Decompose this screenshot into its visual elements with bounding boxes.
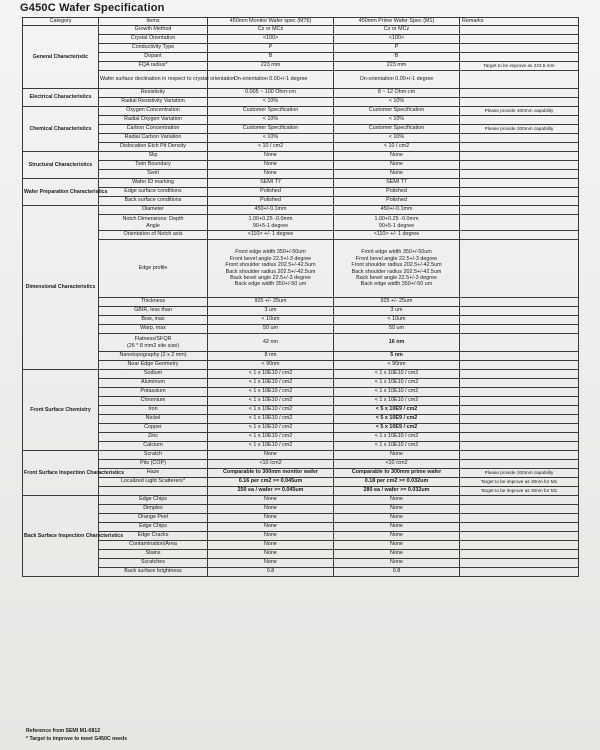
table-row — [23, 496, 579, 505]
category-structural: Structural Characteristics — [23, 152, 99, 179]
remarks-value — [460, 541, 579, 550]
category-front-insp: Front Surface Inspection Characteristics — [23, 451, 99, 496]
remarks-value — [460, 460, 579, 469]
table-row — [23, 161, 579, 170]
table-row — [23, 352, 579, 361]
table-row — [23, 125, 579, 134]
item-name: Dislocation Etch Pit Density — [99, 143, 208, 152]
monitor-spec-value: <110> +/- 1 degree — [208, 231, 334, 240]
table-row — [23, 487, 579, 496]
prime-spec-value: 280 ea / wafer >= 0.032um — [334, 487, 460, 496]
monitor-spec-value: < 1 x 10E10 / cm2 — [208, 388, 334, 397]
table-row — [23, 116, 579, 125]
remarks-value — [460, 71, 579, 89]
monitor-spec-value: < 10% — [208, 98, 334, 107]
table-row — [23, 298, 579, 307]
monitor-spec-value: < 1 x 10E10 / cm2 — [208, 433, 334, 442]
monitor-spec-value: < 10% — [208, 116, 334, 125]
monitor-spec-value: None — [208, 496, 334, 505]
prime-spec-value: < 10 / cm2 — [334, 143, 460, 152]
monitor-spec-value: None — [208, 152, 334, 161]
item-name: FQA radius* — [99, 62, 208, 71]
prime-spec-value: 16 nm — [334, 334, 460, 352]
table-row — [23, 388, 579, 397]
monitor-spec-value: 1.00+0.25 -0.0mm 90+5-1 degree — [208, 215, 334, 231]
item-name: GBIR, less than — [99, 307, 208, 316]
footnote-reference: Reference from SEMI M1-0812 — [26, 728, 101, 734]
monitor-spec-value: <100> — [208, 35, 334, 44]
item-name: Bow, max — [99, 316, 208, 325]
monitor-spec-value: On-orientation 0.00+/-1 degree — [208, 71, 334, 89]
prime-spec-value: Polished — [334, 188, 460, 197]
item-name: Edge Cracks — [99, 532, 208, 541]
remarks-value — [460, 231, 579, 240]
prime-spec-value: Front edge width 350+/-50um Front bevel angle 22.5+/-3 degree Front shoulder radius 202.5+/-42.5um Back shoulder radius 202.5+/-42.5um Back bevel angle 22.5+/-3 degree Back edge width 350+/-50 um — [334, 240, 460, 298]
monitor-spec-value: Front edge width 350+/-50um Front bevel angle 22.5+/-3 degree Front shoulder radius 202.5+/-42.5um Back shoulder radius 202.5+/-42.5um Back bevel angle 22.5+/-3 degree Back edge width 350+/-50 um — [208, 240, 334, 298]
monitor-spec-value: < 1 x 10E10 / cm2 — [208, 442, 334, 451]
table-row — [23, 143, 579, 152]
table-row — [23, 460, 579, 469]
remarks-value — [460, 298, 579, 307]
item-name: Scratch — [99, 451, 208, 460]
prime-spec-value: None — [334, 152, 460, 161]
monitor-spec-value: 223 mm — [208, 62, 334, 71]
remarks-value — [460, 424, 579, 433]
monitor-spec-value: Comparable to 300mm monitor wafer — [208, 469, 334, 478]
item-name: Scratches — [99, 559, 208, 568]
remarks-value — [460, 215, 579, 231]
item-name: Edge profile — [99, 240, 208, 298]
table-row — [23, 361, 579, 370]
item-name: Conductivity Type — [99, 44, 208, 53]
prime-spec-value: None — [334, 451, 460, 460]
monitor-spec-value: None — [208, 505, 334, 514]
item-name: Flatness/SFQR (26 * 8 mm2 site size) — [99, 334, 208, 352]
monitor-spec-value: None — [208, 559, 334, 568]
table-header-row — [23, 18, 579, 26]
table-row — [23, 541, 579, 550]
prime-spec-value: < 90nm — [334, 361, 460, 370]
monitor-spec-value: Polished — [208, 188, 334, 197]
table-row — [23, 550, 579, 559]
table-row — [23, 44, 579, 53]
prime-spec-value: <10 /cm2 — [334, 460, 460, 469]
table-row — [23, 134, 579, 143]
table-row — [23, 215, 579, 231]
prime-spec-value: 3 um — [334, 307, 460, 316]
item-name: Haze — [99, 469, 208, 478]
monitor-spec-value: < 1 x 10E10 / cm2 — [208, 415, 334, 424]
table-row — [23, 89, 579, 98]
remarks-value — [460, 334, 579, 352]
prime-spec-value: < 5 x 10E9 / cm2 — [334, 406, 460, 415]
prime-spec-value: 50 um — [334, 325, 460, 334]
monitor-spec-value: < 1 x 10E10 / cm2 — [208, 406, 334, 415]
remarks-value — [460, 505, 579, 514]
prime-spec-value: Customer Specification — [334, 125, 460, 134]
remarks-value — [460, 26, 579, 35]
monitor-spec-value: 50 um — [208, 325, 334, 334]
prime-spec-value: < 1 x 10E10 / cm2 — [334, 379, 460, 388]
item-name: Orange Peel — [99, 514, 208, 523]
prime-spec-value: None — [334, 514, 460, 523]
prime-spec-value: Customer Specification — [334, 107, 460, 116]
monitor-spec-value: 0.8 — [208, 568, 334, 577]
monitor-spec-value: B — [208, 53, 334, 62]
item-name: Back surface brightness — [99, 568, 208, 577]
item-name: Dopant — [99, 53, 208, 62]
monitor-spec-value: < 1 x 10E10 / cm2 — [208, 370, 334, 379]
remarks-value — [460, 388, 579, 397]
remarks-value: Please provide 300mm capability — [460, 469, 579, 478]
monitor-spec-value: 0.16 per cm2 >= 0.045um — [208, 478, 334, 487]
prime-spec-value: None — [334, 161, 460, 170]
prime-spec-value: < 1 x 10E10 / cm2 — [334, 370, 460, 379]
spec-table — [22, 17, 579, 577]
remarks-value — [460, 361, 579, 370]
monitor-spec-value: < 10 / cm2 — [208, 143, 334, 152]
remarks-value — [460, 316, 579, 325]
monitor-spec-value: SEMI T7 — [208, 179, 334, 188]
item-name: Iron — [99, 406, 208, 415]
monitor-spec-value: None — [208, 523, 334, 532]
item-name: Edge Chips — [99, 523, 208, 532]
remarks-value — [460, 53, 579, 62]
remarks-value — [460, 550, 579, 559]
item-name: Swirl — [99, 170, 208, 179]
header-m76: 450mm Monitor Wafer spec (M76) — [208, 18, 334, 26]
prime-spec-value: < 10% — [334, 98, 460, 107]
table-row — [23, 307, 579, 316]
prime-spec-value: 1.00+0.25 -0.0mm 90+5-1 degree — [334, 215, 460, 231]
item-name: Radial Oxygen Variation — [99, 116, 208, 125]
table-row — [23, 107, 579, 116]
monitor-spec-value: Cz or MCz — [208, 26, 334, 35]
prime-spec-value: SEMI T7 — [334, 179, 460, 188]
monitor-spec-value: None — [208, 161, 334, 170]
prime-spec-value: <110> +/- 1 degree — [334, 231, 460, 240]
table-row — [23, 523, 579, 532]
item-name: Diameter — [99, 206, 208, 215]
document-title: G450C Wafer Specification — [20, 2, 165, 14]
prime-spec-value: On-orientation 0.00+/-1 degree — [334, 71, 460, 89]
monitor-spec-value: Customer Specification — [208, 125, 334, 134]
item-name: Slip — [99, 152, 208, 161]
monitor-spec-value: None — [208, 532, 334, 541]
table-row — [23, 98, 579, 107]
remarks-value — [460, 152, 579, 161]
item-name: Nickel — [99, 415, 208, 424]
footnote-target: * Target to improve to meet G450C needs — [26, 736, 128, 742]
item-name: Zinc — [99, 433, 208, 442]
item-name: Notch Dimensions: Depth Angle — [99, 215, 208, 231]
table-row — [23, 170, 579, 179]
table-row — [23, 397, 579, 406]
item-name: Growth Method — [99, 26, 208, 35]
remarks-value — [460, 415, 579, 424]
prime-spec-value: Cz or MCz — [334, 26, 460, 35]
item-name: Edge surface conditions — [99, 188, 208, 197]
category-dimensional: Dimensional Characteristics — [23, 206, 99, 370]
monitor-spec-value: < 1 x 10E10 / cm2 — [208, 424, 334, 433]
monitor-spec-value: < 1 x 10E10 / cm2 — [208, 379, 334, 388]
prime-spec-value: <100> — [334, 35, 460, 44]
remarks-value — [460, 352, 579, 361]
remarks-value: Please provide 300mm capability — [460, 107, 579, 116]
category-front-chem: Front Surface Chemistry — [23, 370, 99, 451]
item-name: Nanotopography (2 x 2 mm) — [99, 352, 208, 361]
monitor-spec-value: < 90nm — [208, 361, 334, 370]
remarks-value — [460, 559, 579, 568]
prime-spec-value: < 1 x 10E10 / cm2 — [334, 397, 460, 406]
item-name: Dimples — [99, 505, 208, 514]
monitor-spec-value: P — [208, 44, 334, 53]
monitor-spec-value: <10 /cm2 — [208, 460, 334, 469]
prime-spec-value: None — [334, 532, 460, 541]
remarks-value — [460, 170, 579, 179]
remarks-value: Target to be improve as 223.5 mm — [460, 62, 579, 71]
item-name: Thickness — [99, 298, 208, 307]
item-name: Contamination/Area — [99, 541, 208, 550]
prime-spec-value: None — [334, 523, 460, 532]
prime-spec-value: None — [334, 170, 460, 179]
prime-spec-value: < 1 x 10E10 / cm2 — [334, 442, 460, 451]
prime-spec-value: None — [334, 505, 460, 514]
item-name: Calcium — [99, 442, 208, 451]
remarks-value: Target to be improve as 30nm for M1 — [460, 487, 579, 496]
prime-spec-value: 0.8 — [334, 568, 460, 577]
table-row — [23, 206, 579, 215]
item-name: Crystal Orientation — [99, 35, 208, 44]
table-row — [23, 514, 579, 523]
prime-spec-value: None — [334, 496, 460, 505]
remarks-value — [460, 514, 579, 523]
item-name: Edge Chips — [99, 496, 208, 505]
prime-spec-value: 223 mm — [334, 62, 460, 71]
prime-spec-value: None — [334, 559, 460, 568]
category-chemical: Chemical Characteristics — [23, 107, 99, 152]
table-row — [23, 71, 579, 89]
prime-spec-value: < 5 x 10E9 / cm2 — [334, 424, 460, 433]
remarks-value — [460, 532, 579, 541]
remarks-value — [460, 442, 579, 451]
table-row — [23, 433, 579, 442]
remarks-value — [460, 523, 579, 532]
table-row — [23, 325, 579, 334]
item-name: Twin Boundary — [99, 161, 208, 170]
monitor-spec-value: None — [208, 170, 334, 179]
monitor-spec-value: Polished — [208, 197, 334, 206]
remarks-value — [460, 240, 579, 298]
monitor-spec-value: None — [208, 514, 334, 523]
item-name: Wafer surface declination in respect to crystal orientation — [99, 71, 208, 89]
item-name: Potassium — [99, 388, 208, 397]
prime-spec-value: Polished — [334, 197, 460, 206]
prime-spec-value: 0.18 per cm2 >= 0.032um — [334, 478, 460, 487]
item-name: Resistivity — [99, 89, 208, 98]
remarks-value — [460, 307, 579, 316]
item-name: Oxygen Concentration — [99, 107, 208, 116]
table-row — [23, 231, 579, 240]
table-row — [23, 424, 579, 433]
table-row — [23, 35, 579, 44]
prime-spec-value: < 10% — [334, 116, 460, 125]
remarks-value — [460, 568, 579, 577]
remarks-value — [460, 143, 579, 152]
remarks-value — [460, 98, 579, 107]
table-row — [23, 62, 579, 71]
prime-spec-value: None — [334, 550, 460, 559]
remarks-value — [460, 188, 579, 197]
remarks-value — [460, 134, 579, 143]
prime-spec-value: 5 nm — [334, 352, 460, 361]
table-row — [23, 53, 579, 62]
prime-spec-value: < 10% — [334, 134, 460, 143]
remarks-value — [460, 197, 579, 206]
remarks-value — [460, 433, 579, 442]
item-name: Chromium — [99, 397, 208, 406]
remarks-value — [460, 379, 579, 388]
item-name: Aluminum — [99, 379, 208, 388]
table-row — [23, 406, 579, 415]
remarks-value — [460, 397, 579, 406]
item-name: Sodium — [99, 370, 208, 379]
monitor-spec-value: None — [208, 451, 334, 460]
item-name: Near Edge Geometry — [99, 361, 208, 370]
prime-spec-value: P — [334, 44, 460, 53]
prime-spec-value: B — [334, 53, 460, 62]
table-row — [23, 240, 579, 298]
remarks-value — [460, 370, 579, 379]
item-name: Orientation of Notch axis — [99, 231, 208, 240]
category-wafer-prep: Wafer Preparation Characteristics — [23, 179, 99, 206]
monitor-spec-value: < 10% — [208, 134, 334, 143]
prime-spec-value: 925 +/- 25um — [334, 298, 460, 307]
prime-spec-value: None — [334, 541, 460, 550]
remarks-value — [460, 35, 579, 44]
item-name: Pits (COP) — [99, 460, 208, 469]
remarks-value: Please provide 300mm capability — [460, 125, 579, 134]
monitor-spec-value: Customer Specification — [208, 107, 334, 116]
remarks-value — [460, 179, 579, 188]
monitor-spec-value: 42 nm — [208, 334, 334, 352]
remarks-value — [460, 496, 579, 505]
table-row — [23, 26, 579, 35]
item-name: Wafer ID marking — [99, 179, 208, 188]
item-name: Localized Light Scatterers* — [99, 478, 208, 487]
table-row — [23, 442, 579, 451]
table-row — [23, 478, 579, 487]
prime-spec-value: < 10um — [334, 316, 460, 325]
remarks-value — [460, 206, 579, 215]
table-row — [23, 197, 579, 206]
item-name: Carbon Concentration — [99, 125, 208, 134]
table-row — [23, 334, 579, 352]
header-remarks: Remarks — [460, 18, 579, 26]
item-name: Stains — [99, 550, 208, 559]
table-row — [23, 415, 579, 424]
item-name: Copper — [99, 424, 208, 433]
remarks-value — [460, 44, 579, 53]
remarks-value — [460, 116, 579, 125]
prime-spec-value: < 1 x 10E10 / cm2 — [334, 433, 460, 442]
monitor-spec-value: 450+/-0.1mm — [208, 206, 334, 215]
item-name: Back surface conditions — [99, 197, 208, 206]
monitor-spec-value: 8 nm — [208, 352, 334, 361]
prime-spec-value: 450+/-0.1mm — [334, 206, 460, 215]
monitor-spec-value: None — [208, 550, 334, 559]
category-electrical: Electrical Characteristics — [23, 89, 99, 107]
item-name: Warp, max — [99, 325, 208, 334]
item-name — [99, 487, 208, 496]
monitor-spec-value: 250 ea / wafer >= 0.045um — [208, 487, 334, 496]
remarks-value — [460, 325, 579, 334]
table-row — [23, 505, 579, 514]
table-row — [23, 370, 579, 379]
header-items: Items — [99, 18, 208, 26]
table-row — [23, 568, 579, 577]
prime-spec-value: < 1 x 10E10 / cm2 — [334, 388, 460, 397]
remarks-value — [460, 406, 579, 415]
table-row — [23, 559, 579, 568]
remarks-value: Target to be improve as 30nm for M1 — [460, 478, 579, 487]
monitor-spec-value: 925 +/- 25um — [208, 298, 334, 307]
remarks-value — [460, 451, 579, 460]
remarks-value — [460, 89, 579, 98]
table-row — [23, 316, 579, 325]
header-category: Category — [23, 18, 99, 26]
category-general: General Characteristic — [23, 26, 99, 89]
item-name: Radial Resistivity Variation — [99, 98, 208, 107]
table-row — [23, 451, 579, 460]
monitor-spec-value: 0.005 ~ 100 Ohm-cm — [208, 89, 334, 98]
monitor-spec-value: None — [208, 541, 334, 550]
item-name: Radial Carbon Variation — [99, 134, 208, 143]
monitor-spec-value: < 10um — [208, 316, 334, 325]
prime-spec-value: < 5 x 10E9 / cm2 — [334, 415, 460, 424]
table-row — [23, 152, 579, 161]
remarks-value — [460, 161, 579, 170]
prime-spec-value: Comparable to 300mm prime wafer — [334, 469, 460, 478]
table-row — [23, 379, 579, 388]
monitor-spec-value: < 1 x 10E10 / cm2 — [208, 397, 334, 406]
prime-spec-value: 8 ~ 12 Ohm-cm — [334, 89, 460, 98]
monitor-spec-value: 3 um — [208, 307, 334, 316]
header-m1: 450mm Prime Wafer Spec (M1) — [334, 18, 460, 26]
table-row — [23, 179, 579, 188]
footnotes — [26, 727, 127, 743]
category-back-insp: Back Surface Inspection Characteristics — [23, 496, 99, 577]
